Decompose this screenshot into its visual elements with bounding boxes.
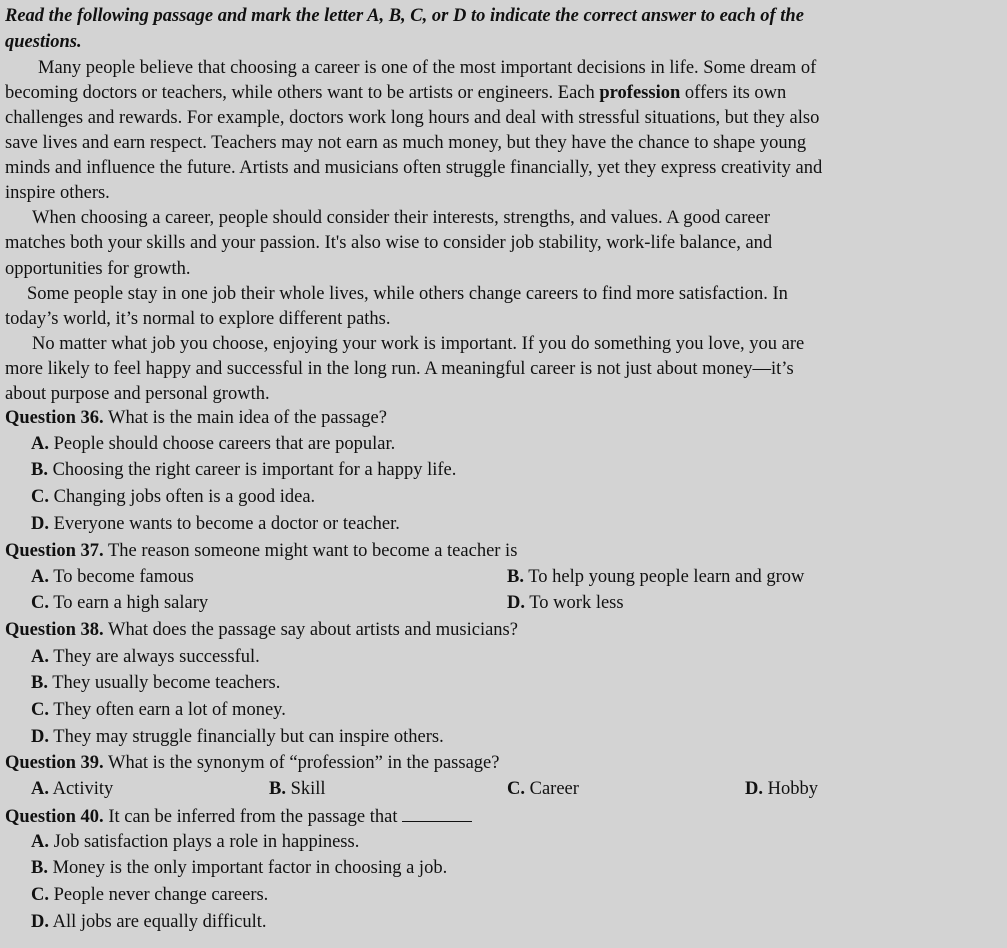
- answer-blank: [402, 803, 472, 822]
- q39-option-c[interactable]: [507, 776, 579, 802]
- passage-p1-line-1: Many people believe that choosing a career is one of the most important decisions in life. Some dream of: [38, 58, 817, 78]
- passage-text: becoming doctors or teachers, while others want to be artists or engineers. Each: [5, 83, 600, 103]
- q37-option-c[interactable]: [31, 590, 208, 616]
- option-text: To earn a high salary: [49, 593, 209, 613]
- option-text: To help young people learn and grow: [523, 567, 805, 587]
- option-text: They usually become teachers.: [47, 673, 281, 693]
- option-letter: C.: [31, 487, 49, 507]
- option-letter: A.: [31, 567, 49, 587]
- option-letter: B.: [31, 858, 48, 878]
- option-letter: D.: [31, 514, 49, 534]
- passage-p2-line-1: When choosing a career, people should consider their interests, strengths, and values. A good career: [32, 208, 770, 228]
- option-letter: D.: [507, 593, 525, 613]
- option-text: Money is the only important factor in choosing a job.: [47, 858, 448, 878]
- option-text: To become famous: [49, 567, 194, 587]
- q36-option-c[interactable]: [31, 484, 315, 510]
- option-letter: A.: [31, 647, 49, 667]
- question-40: [5, 803, 472, 830]
- option-text: Skill: [285, 779, 326, 799]
- question-text: It can be inferred from the passage that: [103, 807, 403, 827]
- option-text: People should choose careers that are popular.: [49, 434, 396, 454]
- q38-option-c[interactable]: [31, 697, 286, 723]
- option-letter: C.: [31, 700, 49, 720]
- instructions-line-2: questions.: [5, 32, 82, 52]
- option-text: People never change careers.: [49, 885, 269, 905]
- q38-option-a[interactable]: [31, 644, 260, 670]
- option-text: Choosing the right career is important for a happy life.: [47, 460, 457, 480]
- q40-option-d[interactable]: [31, 909, 267, 935]
- question-text: What does the passage say about artists and musicians?: [103, 620, 518, 640]
- passage-p4-line-3: about purpose and personal growth.: [5, 384, 270, 404]
- option-letter: B.: [31, 460, 48, 480]
- passage-p1-line-4: save lives and earn respect. Teachers may not earn as much money, but they have the chance to shape young: [5, 133, 807, 153]
- question-label: Question 40.: [5, 807, 104, 827]
- question-label: Question 38.: [5, 620, 104, 640]
- passage-p3-line-2: today’s world, it’s normal to explore different paths.: [5, 309, 391, 329]
- q37-option-d[interactable]: [507, 590, 624, 616]
- option-text: Activity: [49, 779, 114, 799]
- q40-option-b[interactable]: [31, 855, 447, 881]
- q38-option-b[interactable]: [31, 670, 280, 696]
- option-letter: C.: [507, 779, 525, 799]
- passage-p1-line-6: inspire others.: [5, 183, 110, 203]
- q39-option-a[interactable]: [31, 776, 113, 802]
- question-label: Question 37.: [5, 541, 104, 561]
- question-text: What is the main idea of the passage?: [103, 408, 387, 428]
- question-label: Question 39.: [5, 753, 104, 773]
- passage-text: offers its own: [680, 83, 787, 103]
- option-letter: C.: [31, 593, 49, 613]
- option-text: Everyone wants to become a doctor or teacher.: [49, 514, 400, 534]
- passage-p4-line-1: No matter what job you choose, enjoying your work is important. If you do something you love, you are: [32, 334, 805, 354]
- q39-option-b[interactable]: [269, 776, 326, 802]
- option-text: They may struggle financially but can inspire others.: [49, 727, 444, 747]
- question-label: Question 36.: [5, 408, 104, 428]
- question-36: [5, 405, 387, 431]
- q40-option-a[interactable]: [31, 829, 359, 855]
- passage-p1-line-2: [5, 80, 786, 106]
- q40-option-c[interactable]: [31, 882, 268, 908]
- option-text: Hobby: [763, 779, 818, 799]
- passage-p4-line-2: more likely to feel happy and successful in the long run. A meaningful career is not just about money—it’s: [5, 359, 794, 379]
- question-38: [5, 617, 518, 643]
- option-letter: D.: [31, 912, 49, 932]
- passage-p2-line-2: matches both your skills and your passion. It's also wise to consider job stability, work-life balance, and: [5, 233, 773, 253]
- passage-p2-line-3: opportunities for growth.: [5, 259, 191, 279]
- question-37: [5, 538, 517, 564]
- question-39: [5, 750, 499, 776]
- option-letter: C.: [31, 885, 49, 905]
- option-letter: A.: [31, 779, 49, 799]
- option-letter: B.: [31, 673, 48, 693]
- passage-p1-line-3: challenges and rewards. For example, doctors work long hours and deal with stressful situations, but they also: [5, 108, 820, 128]
- profession-word: profession: [599, 83, 681, 103]
- option-text: Career: [525, 779, 579, 799]
- option-letter: B.: [507, 567, 524, 587]
- passage-p3-line-1: Some people stay in one job their whole lives, while others change careers to find more satisfaction. In: [27, 284, 788, 304]
- option-letter: A.: [31, 434, 49, 454]
- q36-option-b[interactable]: [31, 457, 456, 483]
- option-text: They often earn a lot of money.: [49, 700, 286, 720]
- q36-option-a[interactable]: [31, 431, 395, 457]
- q36-option-d[interactable]: [31, 511, 400, 537]
- option-text: All jobs are equally difficult.: [49, 912, 267, 932]
- option-text: They are always successful.: [49, 647, 260, 667]
- option-text: To work less: [525, 593, 624, 613]
- question-text: What is the synonym of “profession” in the passage?: [103, 753, 500, 773]
- option-letter: B.: [269, 779, 286, 799]
- question-text: The reason someone might want to become a teacher is: [103, 541, 518, 561]
- q37-option-a[interactable]: [31, 564, 194, 590]
- q39-option-d[interactable]: [745, 776, 818, 802]
- option-letter: D.: [745, 779, 763, 799]
- instructions-line-1: Read the following passage and mark the letter A, B, C, or D to indicate the correct answer to each of the: [5, 6, 804, 26]
- option-text: Job satisfaction plays a role in happiness.: [49, 832, 360, 852]
- passage-p1-line-5: minds and influence the future. Artists and musicians often struggle financially, yet they express creativity and: [5, 158, 823, 178]
- q37-option-b[interactable]: [507, 564, 804, 590]
- option-text: Changing jobs often is a good idea.: [49, 487, 316, 507]
- option-letter: A.: [31, 832, 49, 852]
- q38-option-d[interactable]: [31, 724, 444, 750]
- option-letter: D.: [31, 727, 49, 747]
